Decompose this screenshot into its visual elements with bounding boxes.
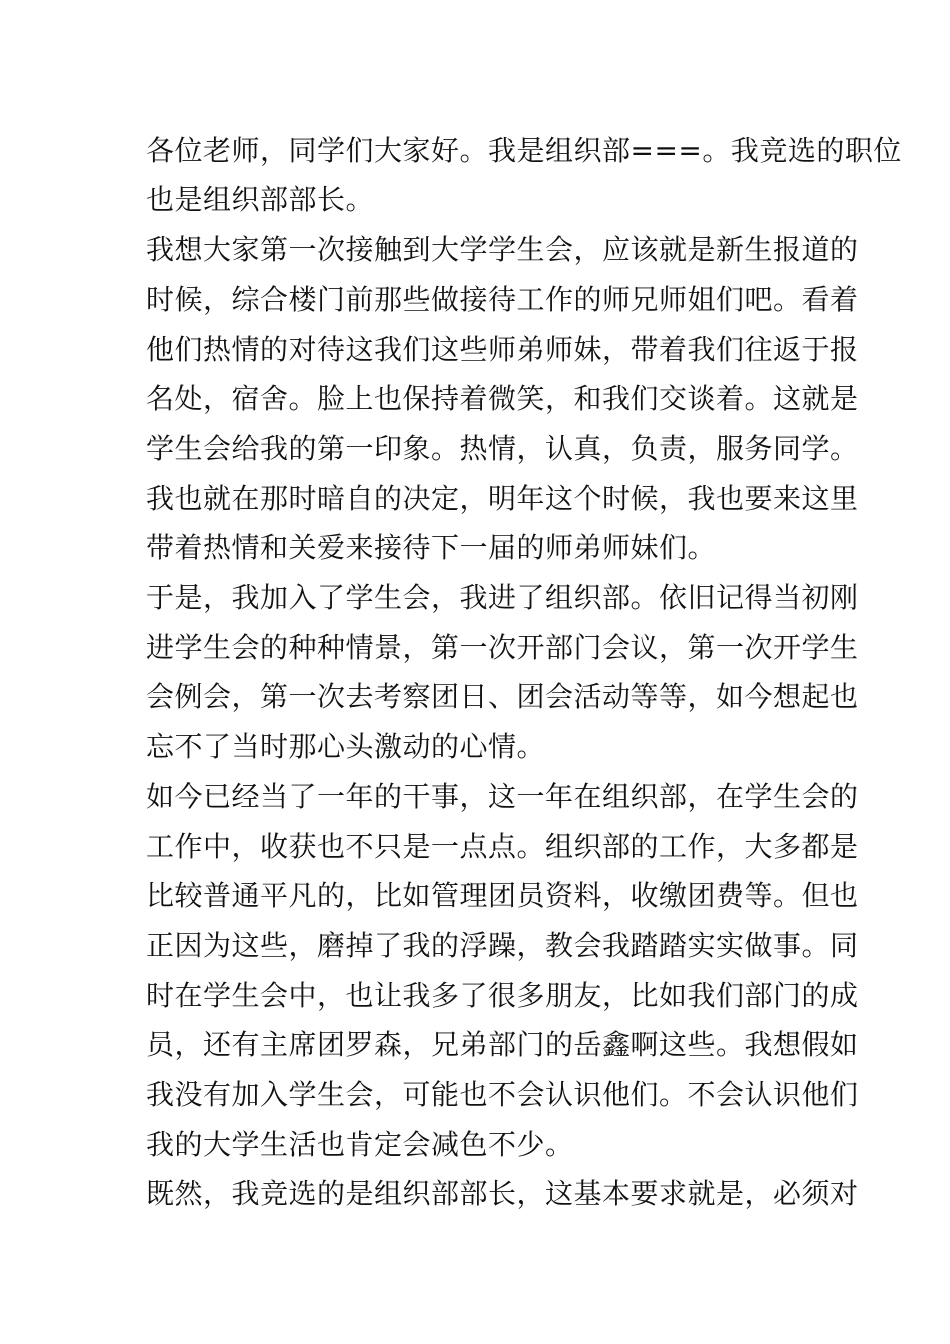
text-line: 时在学生会中，也让我多了很多朋友，比如我们部门的成 — [146, 979, 859, 1012]
text-line: 正因为这些，磨掉了我的浮躁，教会我踏踏实实做事。同 — [146, 929, 859, 962]
text-line: 他们热情的对待这我们这些师弟师妹，带着我们往返于报 — [146, 333, 859, 366]
text-line: 忘不了当时那心头激动的心情。 — [146, 730, 546, 763]
text-line: 学生会给我的第一印象。热情，认真，负责，服务同学。 — [146, 432, 859, 465]
text-line: 既然，我竞选的是组织部部长，这基本要求就是，必须对 — [146, 1177, 859, 1210]
text-line: 也是组织部部长。 — [146, 183, 375, 216]
text-line: 各位老师，同学们大家好。我是组织部===。我竞选的职位 — [146, 134, 902, 167]
text-line: 名处，宿舍。脸上也保持着微笑，和我们交谈着。这就是 — [146, 382, 859, 415]
text-line: 比较普通平凡的，比如管理团员资料，收缴团费等。但也 — [146, 879, 859, 912]
text-line: 我想大家第一次接触到大学学生会，应该就是新生报道的 — [146, 233, 859, 266]
text-line: 时候，综合楼门前那些做接待工作的师兄师姐们吧。看着 — [146, 283, 859, 316]
text-line: 我的大学生活也肯定会减色不少。 — [146, 1128, 574, 1161]
text-line: 会例会，第一次去考察团日、团会活动等等，如今想起也 — [146, 680, 859, 713]
text-line: 员，还有主席团罗森，兄弟部门的岳鑫啊这些。我想假如 — [146, 1028, 859, 1061]
text-line: 进学生会的种种情景，第一次开部门会议，第一次开学生 — [146, 631, 859, 664]
text-line: 于是，我加入了学生会，我进了组织部。依旧记得当初刚 — [146, 581, 859, 614]
text-line: 我没有加入学生会，可能也不会认识他们。不会认识他们 — [146, 1078, 859, 1111]
text-line: 我也就在那时暗自的决定，明年这个时候，我也要来这里 — [146, 482, 859, 515]
text-line: 如今已经当了一年的干事，这一年在组织部，在学生会的 — [146, 780, 859, 813]
text-line: 工作中，收获也不只是一点点。组织部的工作，大多都是 — [146, 830, 859, 863]
text-line: 带着热情和关爱来接待下一届的师弟师妹们。 — [146, 531, 717, 564]
